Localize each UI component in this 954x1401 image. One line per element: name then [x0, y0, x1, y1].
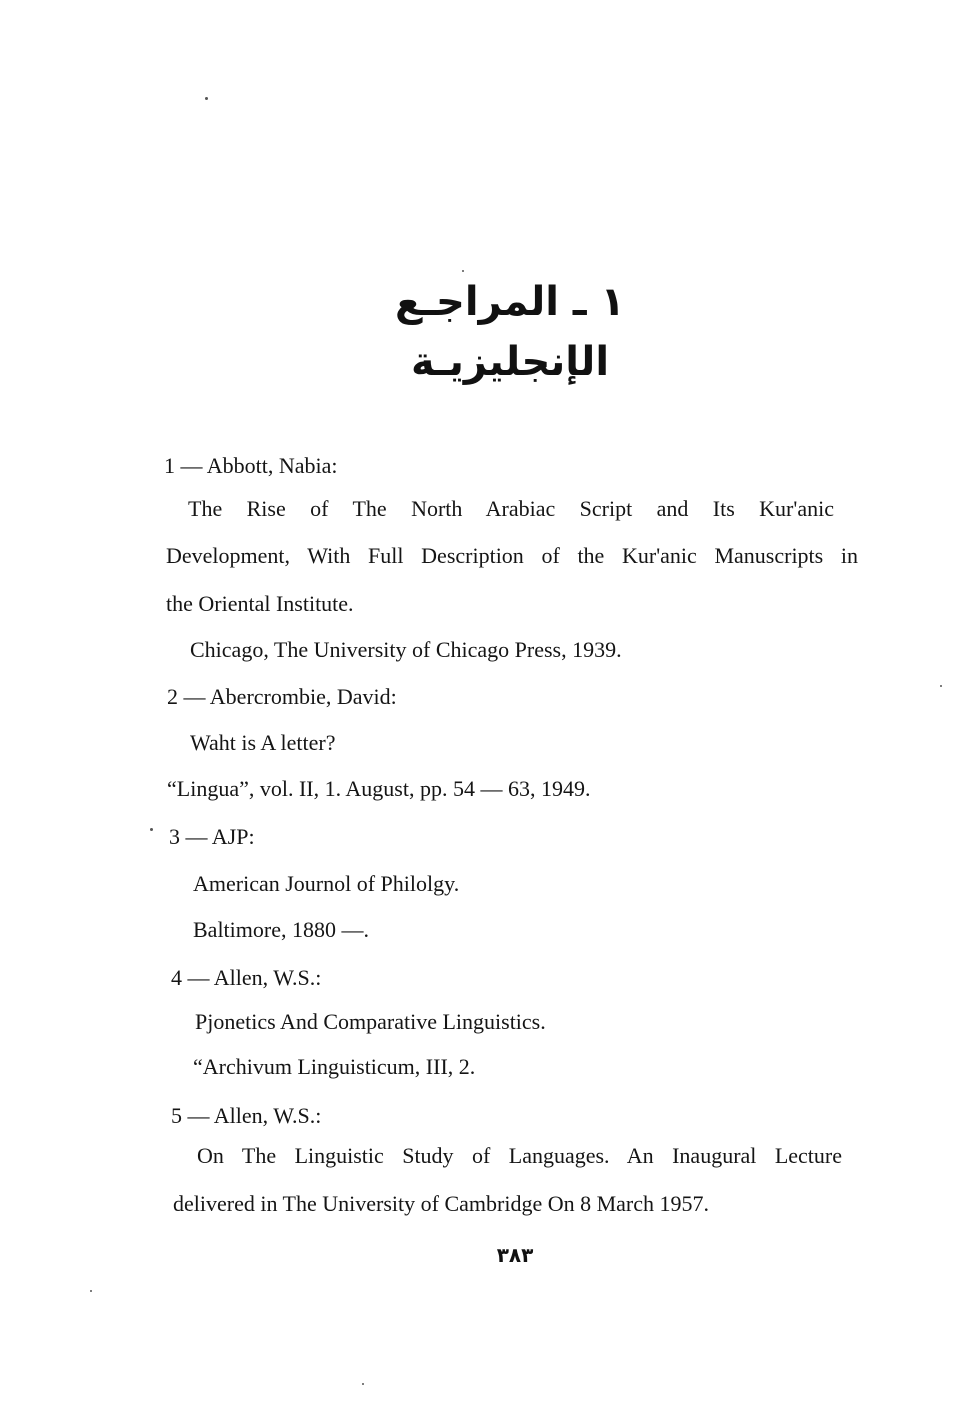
- entry-2-publisher: “Lingua”, vol. II, 1. August, pp. 54 — 63, 1949.: [167, 776, 591, 801]
- entry-3-title: American Journol of Philolgy.: [193, 871, 460, 896]
- entry-5-title-line-2: delivered in The University of Cambridge On 8 March 1957.: [173, 1191, 710, 1216]
- entry-3-author: 3 — AJP:: [169, 824, 255, 849]
- scan-speck: [150, 828, 153, 831]
- entry-4-publisher: “Archivum Linguisticum, III, 2.: [193, 1054, 476, 1079]
- entry-1-title-line-3: the Oriental Institute.: [166, 591, 354, 616]
- entry-5-title-line-1: On The Linguistic Study of Languages. An Inaugural Lecture: [197, 1143, 842, 1168]
- scan-speck: [205, 97, 208, 100]
- scan-speck: [90, 1290, 92, 1292]
- entry-1-author: 1 — Abbott, Nabia:: [164, 453, 338, 478]
- entry-2-author: 2 — Abercrombie, David:: [167, 684, 397, 709]
- entry-2-title: Waht is A letter?: [190, 730, 336, 755]
- scan-speck: [462, 270, 464, 272]
- entry-1-title-line-1: The Rise of The North Arabiac Script and Its Kur'anic: [188, 496, 834, 521]
- page-number: ٣٨٣: [496, 1243, 534, 1267]
- entry-4-title: Pjonetics And Comparative Linguistics.: [195, 1009, 546, 1034]
- entry-5-author: 5 — Allen, W.S.:: [171, 1103, 322, 1128]
- entry-4-author: 4 — Allen, W.S.:: [171, 965, 322, 990]
- scan-speck: [940, 685, 942, 687]
- scan-speck: [362, 1383, 364, 1385]
- entry-3-publisher: Baltimore, 1880 —.: [193, 917, 369, 942]
- entry-1-publisher: Chicago, The University of Chicago Press, 1939.: [190, 637, 622, 662]
- entry-1-title-line-2: Development, With Full Description of the Kur'anic Manuscripts in: [166, 543, 858, 568]
- section-heading: ١ ـ المراجـع الإنجليزيـة: [395, 279, 625, 385]
